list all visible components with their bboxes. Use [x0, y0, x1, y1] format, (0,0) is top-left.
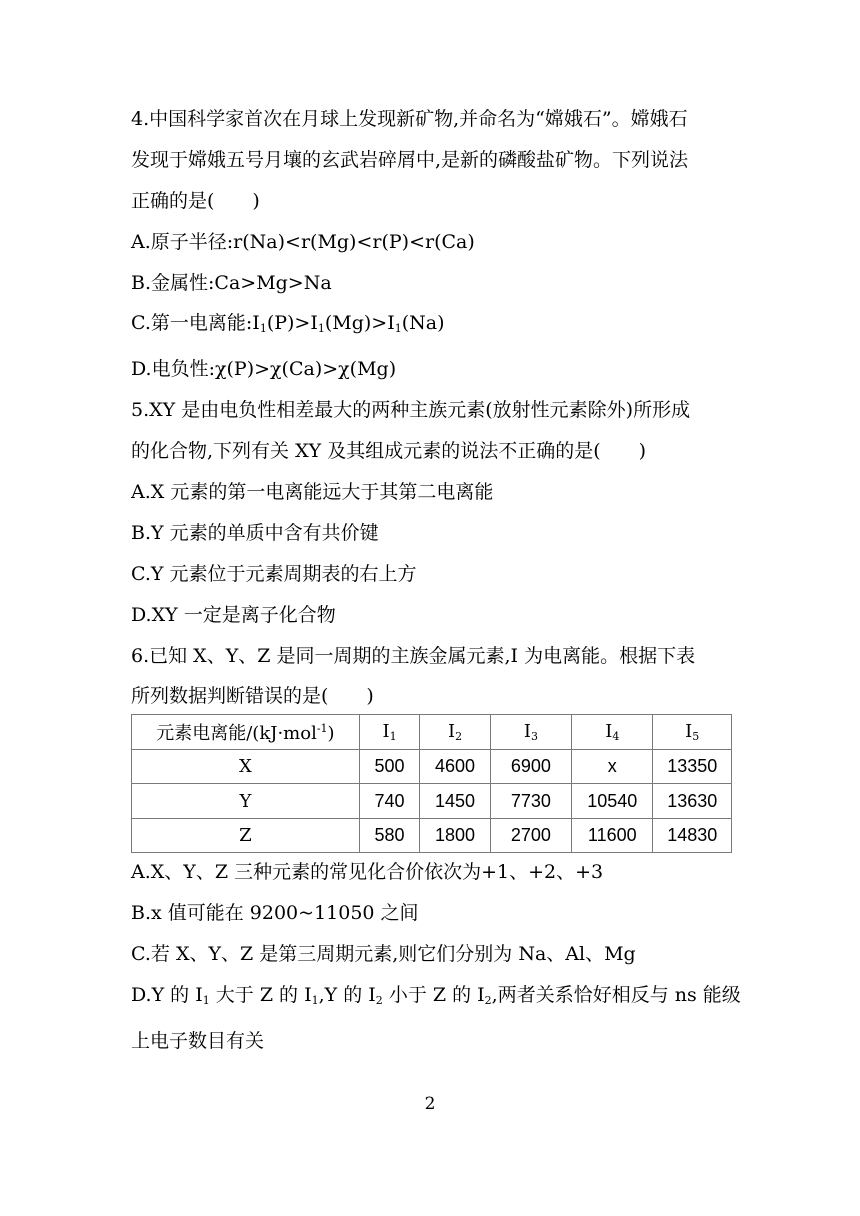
table-header-i3: $I_3$ — [490, 715, 571, 750]
table-header-i5: $I_5$ — [653, 715, 732, 750]
q5-option-d: D.XY 一定是离子化合物 — [131, 603, 336, 626]
table-cell: 500 — [359, 749, 419, 784]
table-cell: 14830 — [653, 818, 732, 853]
table-cell: 10540 — [572, 784, 653, 819]
q6-stem-line-1: 6.已知 X、Y、Z 是同一周期的主族金属元素,I 为电离能。根据下表 — [131, 644, 696, 667]
table-header-i1: $I_1$ — [359, 715, 419, 750]
table-cell: 11600 — [572, 818, 653, 853]
q4-option-b: B.金属性:Ca>Mg>Na — [131, 271, 332, 294]
table-cell: 4600 — [420, 749, 490, 784]
page-number: 2 — [424, 1094, 436, 1114]
q4-stem-line-3: 正确的是( ) — [131, 189, 260, 212]
q6-option-a: A.X、Y、Z 三种元素的常见化合价依次为+1、+2、+3 — [131, 861, 604, 884]
table-cell: 7730 — [490, 784, 571, 819]
table-header-i4: $I_4$ — [572, 715, 653, 750]
row-label: Z — [132, 818, 360, 853]
ionization-energy-table — [131, 714, 732, 853]
q5-option-c: C.Y 元素位于元素周期表的右上方 — [131, 562, 417, 585]
q6-option-d-line-2: 上电子数目有关 — [131, 1029, 265, 1052]
table-row — [132, 749, 732, 784]
table-header-cell: 元素电离能/(kJ·mol$^{-1}$) — [132, 715, 360, 750]
table-cell: 6900 — [490, 749, 571, 784]
q5-option-b: B.Y 元素的单质中含有共价键 — [131, 521, 379, 544]
q5-stem-line-1: 5.XY 是由电负性相差最大的两种主族元素(放射性元素除外)所形成 — [131, 399, 691, 422]
table-header-i2: $I_2$ — [420, 715, 490, 750]
table-header-row — [132, 715, 732, 750]
q4-option-d: D.电负性:χ(P)>χ(Ca)>χ(Mg) — [131, 358, 397, 381]
document-body — [131, 108, 741, 1071]
q6-option-b: B.x 值可能在 9200~11050 之间 — [131, 902, 419, 925]
table-row — [132, 818, 732, 853]
row-label: Y — [132, 784, 360, 819]
q4-stem-line-1: 4.中国科学家首次在月球上发现新矿物,并命名为“嫦娥石”。嫦娥石 — [131, 108, 688, 130]
table-cell: 13350 — [653, 749, 732, 784]
q4-option-c: C.第一电离能$:I_1(P)>I_1(Mg)>I_1(Na)$ — [131, 312, 445, 336]
q5-option-a: A.X 元素的第一电离能远大于其第二电离能 — [131, 481, 494, 504]
row-label: X — [132, 749, 360, 784]
table-cell: 13630 — [653, 784, 732, 819]
table-cell: 740 — [359, 784, 419, 819]
q4-stem-line-2: 发现于嫦娥五号月壤的玄武岩碎屑中,是新的磷酸盐矿物。下列说法 — [131, 148, 689, 171]
table-cell: 1450 — [420, 784, 490, 819]
table-cell: 580 — [359, 818, 419, 853]
q6-option-c: C.若 X、Y、Z 是第三周期元素,则它们分别为 Na、Al、Mg — [131, 943, 636, 966]
q6-option-d: D.Y 的 $I_1$ 大于 Z 的 $I_1,Y$ 的 $I_2$ 小于 Z 的 $I_2$,两者关系恰好相反与 ns 能级 — [131, 984, 741, 1008]
table-row — [132, 784, 732, 819]
table-cell: 1800 — [420, 818, 490, 853]
q4-option-a: A.原子半径:r(Na)<r(Mg)<r(P)<r(Ca) — [131, 230, 475, 253]
q6-stem-line-2: 所列数据判断错误的是( ) — [131, 685, 374, 708]
table-cell: 2700 — [490, 818, 571, 853]
table-cell: x — [572, 749, 653, 784]
q5-stem-line-2: 的化合物,下列有关 XY 及其组成元素的说法不正确的是( ) — [131, 440, 647, 463]
